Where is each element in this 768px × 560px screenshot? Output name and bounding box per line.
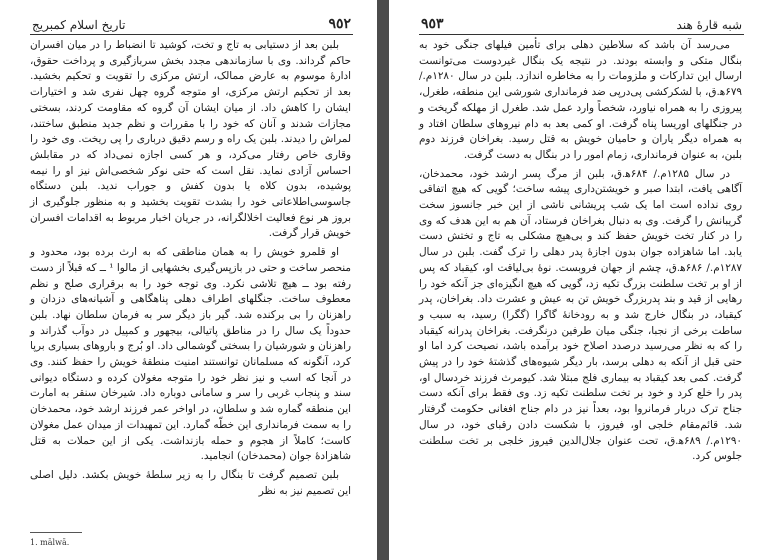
right-header-rule xyxy=(419,34,744,35)
left-page xyxy=(0,0,377,560)
right-page-header xyxy=(421,14,742,32)
right-page xyxy=(389,0,768,560)
left-header-rule xyxy=(30,34,353,35)
book-gutter xyxy=(377,0,389,560)
left-page-body xyxy=(30,38,351,499)
left-running-title: تاریخ اسلام کمبریج xyxy=(32,18,126,32)
left-paragraph-3: بلبن تصمیم گرفت تا بنگال را به زیر سلطۀ خویش بکشد. دلیل اصلی این تصمیم نیز به نظر xyxy=(30,468,351,497)
left-page-header xyxy=(32,14,351,32)
left-paragraph-1: بلبن بعد از دستیابی به تاج و تخت، کوشید تا انضباط را در میان افسران حاکم گرداند. وی با سازماندهی مجدد بخش سربازگیری و پرداخت حقوق، ادارۀ موسوم به عارض ممالک، ارتش مرکزی را تقویت و تحکیم بخشید. بعد از تحکیم ارتش مرکزی، او متوجه گروه چهل نفری شد و اختیارات ایشان را کاهش داد. از میان ایشان آن گروه که مقاومت کردند، بسختی مجازات شدند و آنان که خود را با مقررات و نظم جدید منطبق ساختند، لمراش را دیدند. بلبن یک راه و رسم دقیق درباری را پی ریخت. وی خود را وقاری خاص رفتار می‌کرد، و هر کسی اجازه نمی‌داد که در مقابلش احساس آزادی نماید. نقل است که حتی نوکر شخصی‌اش نیز او را نیمه پوشیده، بدون کلاه یا بدون کفش و جوراب ندید. بلبن دستگاه جاسوسی‌اطلاعاتی خود را بشدت تقویت بخشید و به منظور جلوگیری از بروز هر نوع فعالیت اخلالگرانه، در جریان اخبار مربوط به اقدامات افسران خویش قرار گرفت. xyxy=(30,39,351,240)
left-page-number: ٩٥٢ xyxy=(328,16,351,32)
right-running-title: شبه قارۀ هند xyxy=(676,18,742,32)
footnote-rule xyxy=(30,532,82,533)
right-page-body xyxy=(419,38,742,465)
right-paragraph-1: می‌رسد آن باشد که سلاطین دهلی برای تأمین فیلهای جنگی خود به بنگال متکی و وابسته بودند. در نتیجه یک بنگال غیردوست می‌توانست ارسال این تدارکات و ملزومات را به مخاطره اندازد. بلبن در سال ۱۲۸۰م./ ۶۷۹ه‍.ق، با لشکرکشی پی‌درپی ضد فرمانداری شورشی این منطقه، طغرل، پیروزی را به همراه نیاورد، شخصاً وارد عمل شد. طغرل از مهلکه گریخت و در جنگلهای اوریسا پناه گرفت. او کمی بعد به دام نیروهای سلطان افتاد و به همراه دیگر یاران و حامیان خویش به قتل رسید. بغراخان فرزند دوم بلبن، به عنوان فرمانداری، زمام امور را در بنگال به دست گرفت. xyxy=(419,39,742,161)
right-page-number: ٩٥٣ xyxy=(421,16,444,32)
footnote: 1. mālwā. xyxy=(30,538,70,547)
right-paragraph-2: در سال ۱۲۸۵م./ ۶۸۴ه‍.ق، بلبن از مرگ پسر ارشد خود، محمدخان، آگاهی یافت، ابتدا صبر و خویشتن‌داری پیشه ساخت؛ گویی که هیچ اتفاقی روی نداده است اما یک شب پریشانی ناشی از این خبر جانسوز سخت گریبانش را گرفت. وی به دنبال بغراخان فرستاد، آن هم به این هدف که وی را در کنار تخت خویش حفظ کند و بی‌هیچ مشکلی به تاج و تختش دست یابد. اما شاهزاده جوان بدون اجازۀ پدر دهلی را ترک گفت. بلبن در سال ۱۲۸۷م./ ۶۸۶ه‍.ق، چشم از جهان فروبست. نوۀ بی‌لیاقت او، کیقباد که پس از او بر تخت سلطنت بزرگ تکیه زد، گویی که هیچ انگیزه‌ای جز آنکه خود را رهایی از قید و بند پدربزرگ خویش تن به عیش و عشرت داد. بغراخان، پدر کیقباد، در بنگال خارج شد و به رودخانۀ گاگرا (گگرا) رسید، به سبب و ساطت برخی از نجبا، جنگی میان طرفین درنگرفت. بغراخان پدرانه کیقباد را که به نظر می‌رسید درصدد اصلاح خود برآمده باشد، نصیحت کرد اما او حتی قبل از آنکه به دهلی برسد، بار دیگر شیوه‌های گذشتۀ خود را در پیش گرفت. کمی بعد کیقباد به بیماری فلج مبتلا شد. کیومرث فرزند خردسال او، پدر را خلع کرد و خود بر تخت سلطنت تکیه زد. وی فقط برای آنکه دست جناح ترک دربار فرمانروا بود، بعداً نیز در دام جناح افغانی حکومت گرفتار شد. قائم‌مقام خلجی او، فیروز، با شکست دادن رقبای خود، در سال ۱۲۹۰م./ ۶۸۹ه‍.ق، تحت عنوان جلال‌الدین فیروز خلجی بر تخت سلطنت جلوس کرد. xyxy=(419,167,742,463)
left-paragraph-2: او قلمرو خویش را به همان مناطقی که به ارث برده بود، محدود و منحصر ساخت و حتی در بازپس‌گیری بخشهایی از مالوا ¹ ــ که قبلاً از دست رفته بود ــ هیچ تلاشی نکرد. وی توجه خود را به برقراری صلح و نظم معطوف ساخت. جنگلهای اطراف دهلی پناهگاهی و آشیانه‌های دزدان و راهزنان را بی برکنده شد. گیر باز دیگر سر به فرمان سلطان نهاد. بلبن حدوداً یک سال را در مناطق پاتیالی، بیجهور و کمپیل در دوآب گذراند و راهزنان و شورشیان را بسختی گوشمالی داد. او بُرج و باروهای بسیاری برپا کرد، آنگونه که مسلمانان توانستند امنیت منطقۀ خویش را حفظ کنند. وی در آنجا که اسب و نیز نظر خود را متوجه مغولان کرده و دستگاه دیوانی سند و پنجاب غربی را سر و سامانی دوباره داد. شیرخان سنقر به امارت این منطقه گماره شد و سلطان، در اواخر عمر فرزند ارشد خود، محمدخان را به سمت فرمانداری این خطّه گمارد. این تمهیدات از میدان عمل مغولان کاست؛ کاملاً از هجوم و حمله بازنداشت. یکی از این حملات به قتل شاهزادۀ جوان (محمدخان) انجامید. xyxy=(30,246,351,463)
